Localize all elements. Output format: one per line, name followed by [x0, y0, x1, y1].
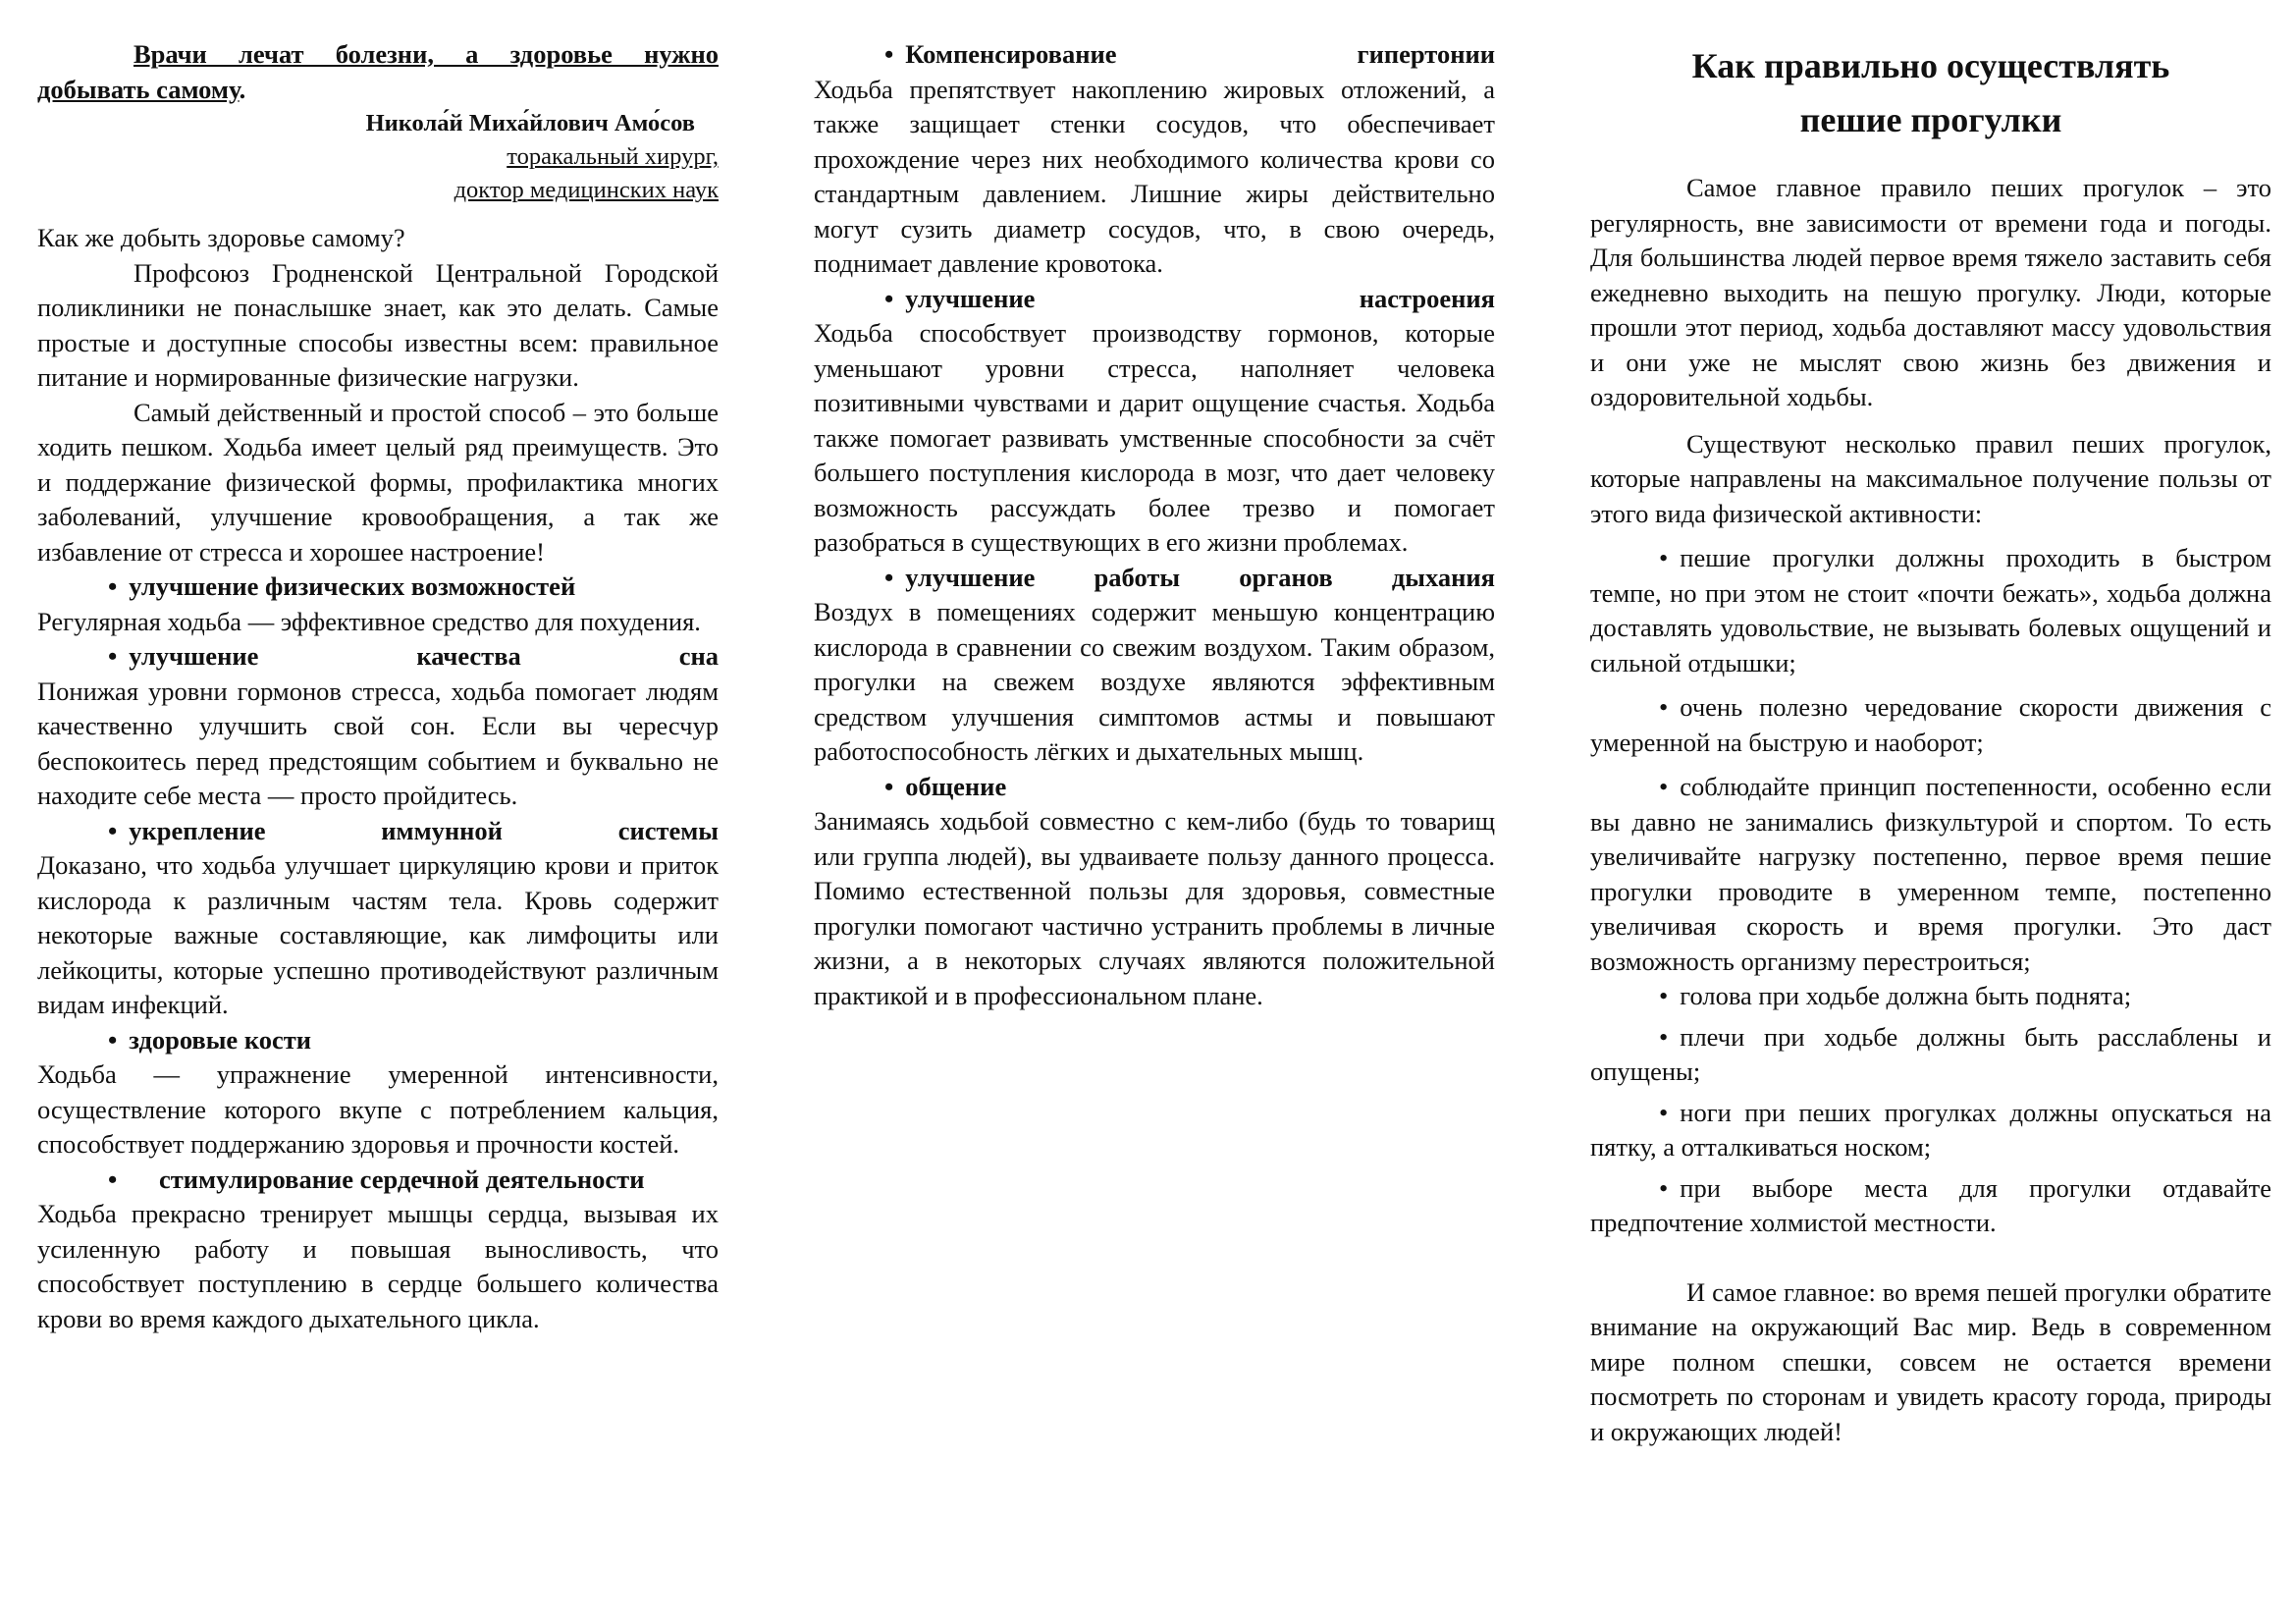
bullet-icon: •	[884, 283, 894, 313]
epigraph-line2: добывать самому	[37, 74, 240, 104]
section-heading: • укрепление иммунной системы	[108, 815, 719, 845]
title-line-2: пешие прогулки	[1799, 100, 2062, 139]
page-title	[1590, 39, 2271, 147]
column-middle	[814, 37, 1495, 1013]
bullet-icon: •	[1659, 543, 1669, 572]
epigraph-end: .	[239, 74, 246, 104]
bullet-icon: •	[884, 771, 894, 801]
list-item: • пешие прогулки должны проходить в быстром темпе, но при этом не стоит «почти бежать», ходьба должна доставлять удовольствие, не вызывать болевых ощущений и сильной отдышки;	[1590, 543, 2271, 677]
closing-paragraph: И самое главное: во время пешей прогулки обратите внимание на окружающий Вас мир. Ведь в современном мире полном спешки, совсем не остается времени посмотреть по сторонам и увидеть красоту города, природы и окружающих людей!	[1590, 1276, 2271, 1446]
bullet-icon: •	[884, 562, 894, 592]
section-heading: • улучшение качества сна	[108, 641, 719, 671]
section-text: Доказано, что ходьба улучшает циркуляцию крови и приток кислорода к различным частям тела. Кровь содержит некоторые важные составляющие, как лимфоциты или лейкоциты, которые успешно противодействуют различным видам инфекций.	[37, 850, 719, 1019]
bullet-icon: •	[1659, 1172, 1669, 1203]
author-title-2: доктор медицинских наук	[454, 177, 719, 203]
rules-intro-paragraph: Самое главное правило пеших прогулок – это регулярность, вне зависимости от времени года и погоды. Для большинства людей первое время тяжело заставить себя ежедневно выходить на пешую прогулку. Люди, которые прошли этот период, ходьба доставляют массу удовольствия и они уже не мыслят свою жизнь без движения и оздоровительной ходьбы.	[1590, 173, 2271, 411]
bullet-icon: •	[1659, 1097, 1669, 1127]
list-item: • очень полезно чередование скорости движения с умеренной на быструю и наоборот;	[1590, 692, 2271, 757]
bullet-icon: •	[1659, 692, 1669, 722]
bullet-icon: •	[108, 815, 118, 845]
section-text: Ходьба — упражнение умеренной интенсивности, осуществление которого вкупе с потреблением кальция, способствует поддержанию здоровья и прочности костей.	[37, 1059, 719, 1159]
list-item: • плечи при ходьбе должны быть расслаблены и опущены;	[1590, 1021, 2271, 1086]
section-heading: • общение	[884, 771, 1007, 801]
epigraph-author: Никола́й Миха́йлович Амо́сов	[365, 110, 695, 136]
bullet-icon: •	[1659, 981, 1669, 1010]
section-heading: • стимулирование сердечной деятельности	[37, 1163, 719, 1198]
list-item: • голова при ходьбе должна быть поднята;	[1659, 981, 2132, 1010]
bullet-icon: •	[108, 571, 118, 601]
question: Как же добыть здоровье самому?	[37, 223, 405, 252]
title-line-1: Как правильно осуществлять	[1691, 46, 2170, 85]
section-text: Ходьба прекрасно тренирует мышцы сердца, вызывая их усиленную работу и повышая выносливость, что способствует поступлению в сердце большего количества крови во время каждого дыхательного цикла.	[37, 1199, 719, 1333]
bullet-icon: •	[1659, 772, 1669, 801]
section-text: Ходьба способствует производству гормонов, которые уменьшают уровни стресса, наполняет человека позитивными чувствами и дарит ощущение счастья. Ходьба также помогает развивать умственные способности за счёт большего поступления кислорода в мозг, что дает человеку возможность рассуждать более трезво и помогает разобраться в существующих в его жизни проблемах.	[814, 318, 1495, 557]
bullet-icon: •	[1659, 1021, 1669, 1052]
bullet-icon: •	[108, 641, 118, 671]
section-heading: • улучшение настроения	[884, 283, 1495, 313]
column-left	[37, 37, 719, 1336]
rules-lead-paragraph: Существуют несколько правил пеших прогулок, которые направлены на максимальное получение пользы от этого вида физической активности:	[1590, 428, 2271, 528]
intro-paragraph-1: Профсоюз Гродненской Центральной Городской поликлиники не понаслышке знает, как это делать. Самые простые и доступные способы известны всем: правильное питание и нормированные физические нагрузки.	[37, 257, 719, 392]
list-item: • при выборе места для прогулки отдавайте предпочтение холмистой местности.	[1590, 1172, 2271, 1237]
column-right	[1590, 39, 2271, 1449]
section-heading: • улучшение физических возможностей	[108, 571, 576, 601]
epigraph	[133, 37, 719, 73]
bullet-icon: •	[108, 1164, 118, 1194]
author-title-1: торакальный хирург,	[507, 143, 719, 170]
section-text: Занимаясь ходьбой совместно с кем-либо (будь то товарищ или группа людей), вы удваиваете пользу данного процесса. Помимо естественной пользы для здоровья, совместные прогулки помогают частично устранить проблемы в личные жизни, а в некоторых случаях являются положительной практикой и в профессиональном плане.	[814, 806, 1495, 1010]
section-heading: • здоровые кости	[108, 1024, 312, 1055]
section-heading: • улучшение работы органов дыхания	[884, 562, 1495, 592]
section-heading: • Компенсирование гипертонии	[884, 39, 1495, 69]
intro-paragraph-2: Самый действенный и простой способ – это больше ходить пешком. Ходьба имеет целый ряд преимуществ. Это и поддержание физической формы, профилактика многих заболеваний, улучшение кровообращения, а так же избавление от стресса и хорошее настроение!	[37, 397, 719, 567]
epigraph-line1: Врачи лечат болезни, а здоровье нужно	[133, 39, 719, 69]
section-text: Ходьба препятствует накоплению жировых отложений, а также защищает стенки сосудов, что обеспечивает прохождение через них необходимого количества крови со стандартным давлением. Лишние жиры действительно могут сузить диаметр сосудов, что, в свою очередь, поднимает давление кровотока.	[814, 74, 1495, 278]
section-text: Понижая уровни гормонов стресса, ходьба помогает людям качественно улучшить свой сон. Если вы чересчур беспокоитесь перед предстоящим событием и буквально не находите себе места — просто пройдитесь.	[37, 676, 719, 810]
list-item: • ноги при пеших прогулках должны опускаться на пятку, а отталкиваться носком;	[1590, 1097, 2271, 1162]
list-item: • соблюдайте принцип постепенности, особенно если вы давно не занимались физкультурой и спортом. То есть увеличивайте нагрузку постепенно, первое время пешие прогулки проводите в умеренном темпе, постепенно увеличивая скорость и время прогулки. Это даст возможность организму перестроиться;	[1590, 772, 2271, 976]
section-text: Регулярная ходьба — эффективное средство для похудения.	[37, 606, 701, 636]
bullet-icon: •	[884, 39, 894, 69]
section-text: Воздух в помещениях содержит меньшую концентрацию кислорода в сравнении со свежим воздухом. Таким образом, прогулки на свежем воздухе являются эффективным средством улучшения симптомов астмы и повышают работоспособность лёгких и дыхательных мышц.	[814, 597, 1495, 766]
bullet-icon: •	[108, 1024, 118, 1055]
